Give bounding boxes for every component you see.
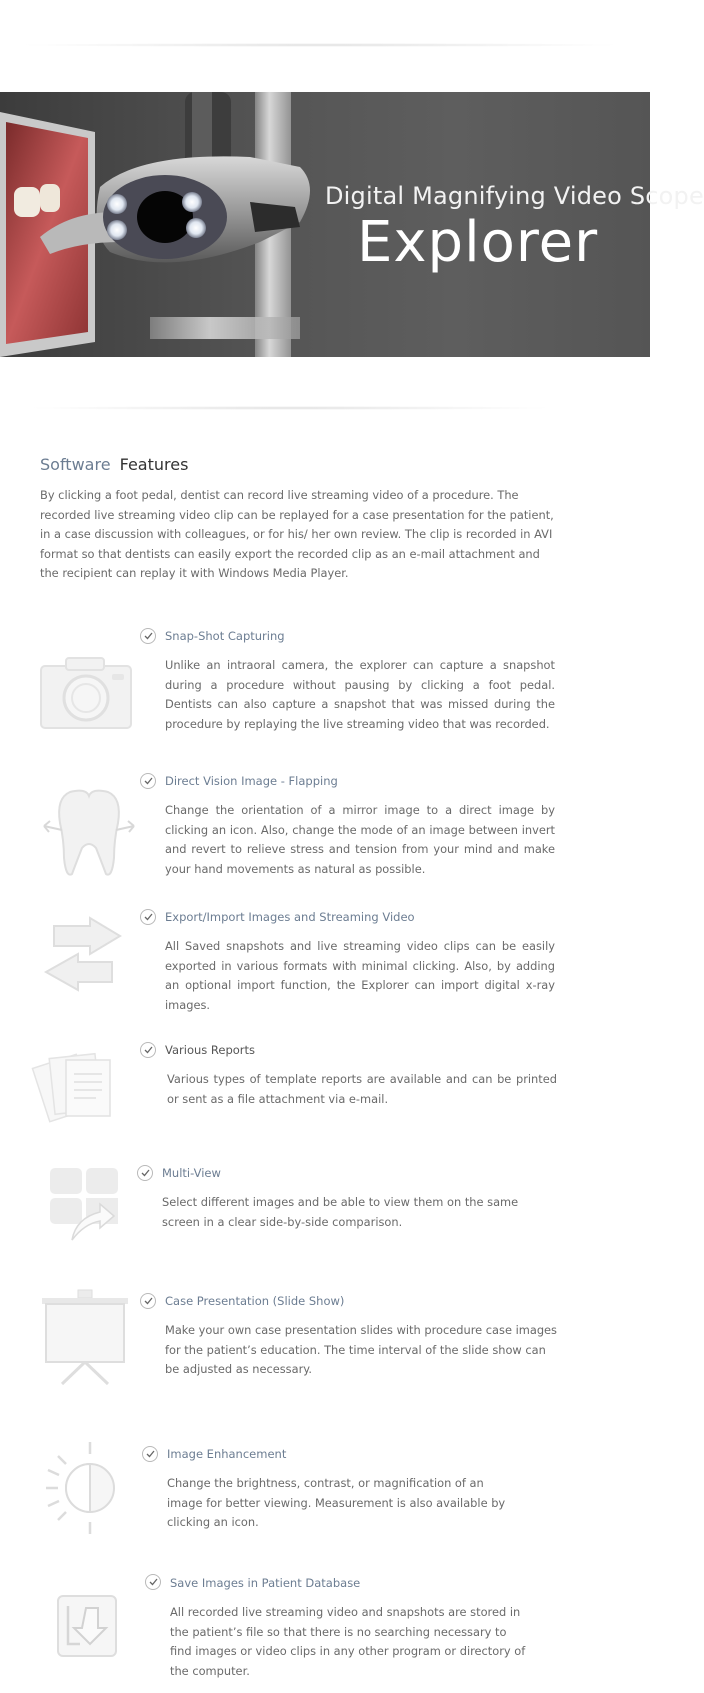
feature-description: Various types of template reports are available and can be printed or sent as a file attachment via e-mail. <box>167 1072 557 1106</box>
feature-description: Change the brightness, contrast, or magnification of an image for better viewing. Measurement is also available by clicking an icon. <box>167 1476 506 1529</box>
feature-title: Case Presentation (Slide Show) <box>165 1294 345 1308</box>
feature-title: Multi-View <box>162 1166 221 1180</box>
feature-title: Various Reports <box>165 1043 256 1057</box>
check-icon <box>140 628 156 644</box>
heading-software: Software <box>40 455 111 474</box>
check-icon <box>140 1293 156 1309</box>
feature-description: Unlike an intraoral camera, the explorer can capture a snapshot during a procedure without pausing by clicking a foot pedal. Dentists can also capture a snapshot that was missed during the procedure by replaying the live streaming video that was recorded. <box>165 658 555 731</box>
tooth-icon <box>42 788 136 884</box>
check-icon <box>140 909 156 925</box>
hero-subtitle: Digital Magnifying Video Scope <box>325 182 704 210</box>
check-icon <box>140 1042 156 1058</box>
feature-description: All Saved snapshots and live streaming video clips can be easily exported in various formats with minimal clicking. Also, by adding an optional import function, the Explorer can import digital x-ray images. <box>165 939 555 1012</box>
camera-icon <box>40 656 132 734</box>
hero-title: Explorer <box>357 210 599 275</box>
feature-description: Make your own case presentation slides with procedure case images for the patient’s education. The time interval of the slide show can be adjusted as necessary. <box>165 1323 557 1376</box>
check-icon <box>145 1574 161 1590</box>
feature-description: Change the orientation of a mirror image to a direct image by clicking an icon. Also, change the mode of an image between invert and revert to relieve stress and tension from your mind and make your hand movements as natural as possible. <box>165 803 555 876</box>
export-import-arrows-icon <box>44 916 124 996</box>
heading-features: Features <box>119 455 189 474</box>
feature-title: Snap-Shot Capturing <box>165 629 285 643</box>
brightness-icon <box>44 1440 124 1540</box>
hero-banner <box>0 92 704 357</box>
feature-title: Export/Import Images and Streaming Video <box>165 910 415 924</box>
section-divider <box>25 406 555 410</box>
feature-description: Select different images and be able to view them on the same screen in a clear side-by-side comparison. <box>162 1195 519 1229</box>
section-heading <box>40 455 188 474</box>
feature-description: All recorded live streaming video and snapshots are stored in the patient’s file so that there is no searching necessary to find images or video clips in any other program or directory of the computer. <box>170 1605 526 1678</box>
save-database-icon <box>56 1594 120 1664</box>
feature-title: Save Images in Patient Database <box>170 1576 361 1590</box>
check-icon <box>137 1165 153 1181</box>
slide-show-icon <box>40 1290 130 1390</box>
multi-view-icon <box>48 1166 122 1246</box>
check-icon <box>142 1446 158 1462</box>
top-divider <box>15 43 625 47</box>
feature-title: Image Enhancement <box>167 1447 287 1461</box>
check-icon <box>140 773 156 789</box>
feature-title: Direct Vision Image - Flapping <box>165 774 338 788</box>
intro-paragraph: By clicking a foot pedal, dentist can record live streaming video of a procedure. The recorded live streaming video clip can be replayed for a case presentation for the patient, in a case discussion with colleagues, or for his/ her own review. The clip is recorded in AVI format so that dentists can easily export the recorded clip as an e-mail attachment and the recipient can replay it with Windows Media Player. <box>40 488 554 580</box>
reports-icon <box>36 1048 116 1124</box>
